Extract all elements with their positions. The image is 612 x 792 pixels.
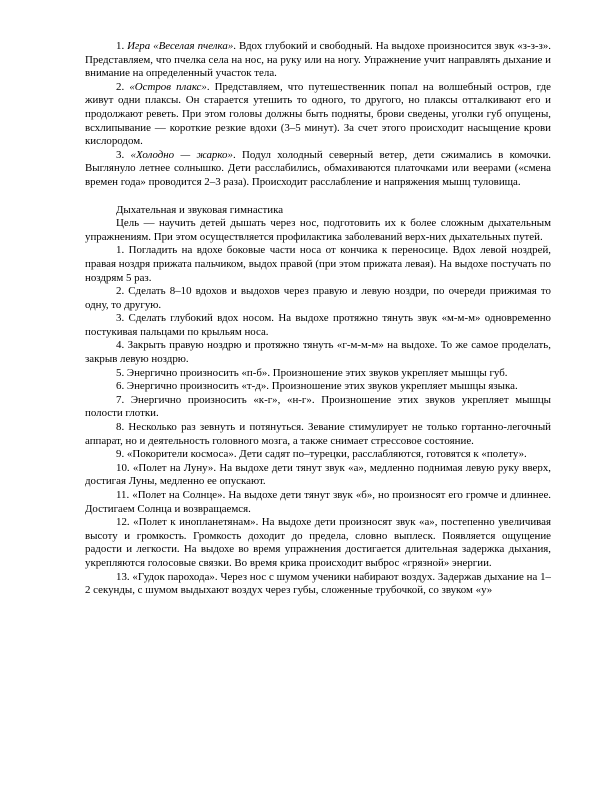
item-number: 2. [116,80,130,93]
exercise-item-11: 11. «Полет на Солнце». На выдохе дети тянут звук «б», но произносят его громче и длиннее. Достигаем Солнца и возвращаемся. [85,489,551,515]
exercise-item-2: 2. Сделать 8–10 вдохов и выдохов через правую и левую ноздри, по очереди прижимая то одну, то другую. [85,285,551,311]
exercise-item-4: 4. Закрыть правую ноздрю и протяжно тянуть «г-м-м-м» на выдохе. То же самое проделать, закрыв левую ноздрю. [85,339,551,366]
section-gap [85,190,551,204]
section-heading: Дыхательная и звуковая гимнастика [116,203,284,216]
exercise-item-12: 12. «Полет к инопланетянам». На выдохе дети произносят звук «а», постепенно увеличивая высоту и громкость. Громкость доходит до предела, словно выплеск. Появляется ощущение радости и легкости. На выдохе во время упражнения достигается длительная задержка дыхания, укрепляются голосовые связки. Во время крика происходит выброс «грязной» энергии. [85,516,551,569]
exercise-item-8: 8. Несколько раз зевнуть и потянуться. Зевание стимулирует не только гортанно-легочный аппарат, но и деятельность головного мозга, а также снимает стрессовое состояние. [85,421,551,447]
item-text: . Вдох глубокий и свободный. На выдохе произносится звук «з-з-з». Представляем, что пчелка села на нос, на руку или на ногу. Упражнение учит направлять дыхание и внимание на определенный участок тела. [85,40,552,80]
game-item-3 [85,149,551,190]
item-text: . Представляем, что путешественник попал на волшебный остров, где живут одни плаксы. Он старается утешить то одного, то другого, но плаксы отталкивают его и продолжают реветь. При этом головы должны быть подняты, брови сведены, уголки губ опущены, всхлипывание — короткие резкие вдохи (3–5 минут). За счет этого происходит насыщение крови кислородом. [85,80,551,148]
exercise-item-9: 9. «Покорители космоса». Дети садят по–турецки, расслабляются, готовятся к «полету». [116,448,527,461]
item-title: «Холодно — жарко» [130,148,233,161]
exercise-item-10: 10. «Полет на Луну». На выдохе дети тянут звук «а», медленно поднимая левую руку вверх, достигая Луны, медленно ее опускают. [85,461,551,488]
exercise-item-7: 7. Энергично произносить «к-г», «н-г». Произношение этих звуков укрепляет мышцы полости глотки. [85,393,551,420]
item-title: «Остров плакс» [129,80,207,93]
exercise-item-1: 1. Погладить на вдохе боковые части носа от кончика к переносице. Вдох левой ноздрей, правая ноздря прижата пальчиком, выдох правой (при этом прижата левая). На выдохе постучать по ноздрям 5 раз. [85,244,551,284]
game-item-1 [85,40,551,81]
item-number: 3. [116,148,131,161]
game-item-2 [85,81,551,149]
goal-paragraph: Цель — научить детей дышать через нос, подготовить их к более сложным дыхательным упражнениям. При этом осуществляется профилактика заболеваний верх-них дыхательных путей. [85,217,551,243]
item-title: Игра «Веселая пчелка» [127,40,234,52]
exercise-item-13: 13. «Гудок парохода». Через нос с шумом ученики набирают воздух. Задержав дыхание на 1–2 секунды, с шумом выдыхают воздух через губы, сложенные трубочкой, со звуком «у» [85,570,551,597]
exercise-item-3: 3. Сделать глубокий вдох носом. На выдохе протяжно тянуть звук «м-м-м» одновременно постукивая пальцами по крыльям носа. [85,312,551,338]
exercise-item-5: 5. Энергично произносить «п-б». Произношение этих звуков укрепляет мышцы губ. [116,366,508,379]
exercise-item-6: 6. Энергично произносить «т-д». Произношение этих звуков укрепляет мышцы языка. [116,380,518,393]
item-number: 1. [116,40,128,52]
item-text: . Подул холодный северный ветер, дети сжимались в комочки. Выглянуло летнее солнышко. Дети расслабились, обмахиваются платочками или веерами («смена времен года» проводится 2–3 раза). Происходит расслабление и напряжения мышц туловища. [85,148,552,188]
